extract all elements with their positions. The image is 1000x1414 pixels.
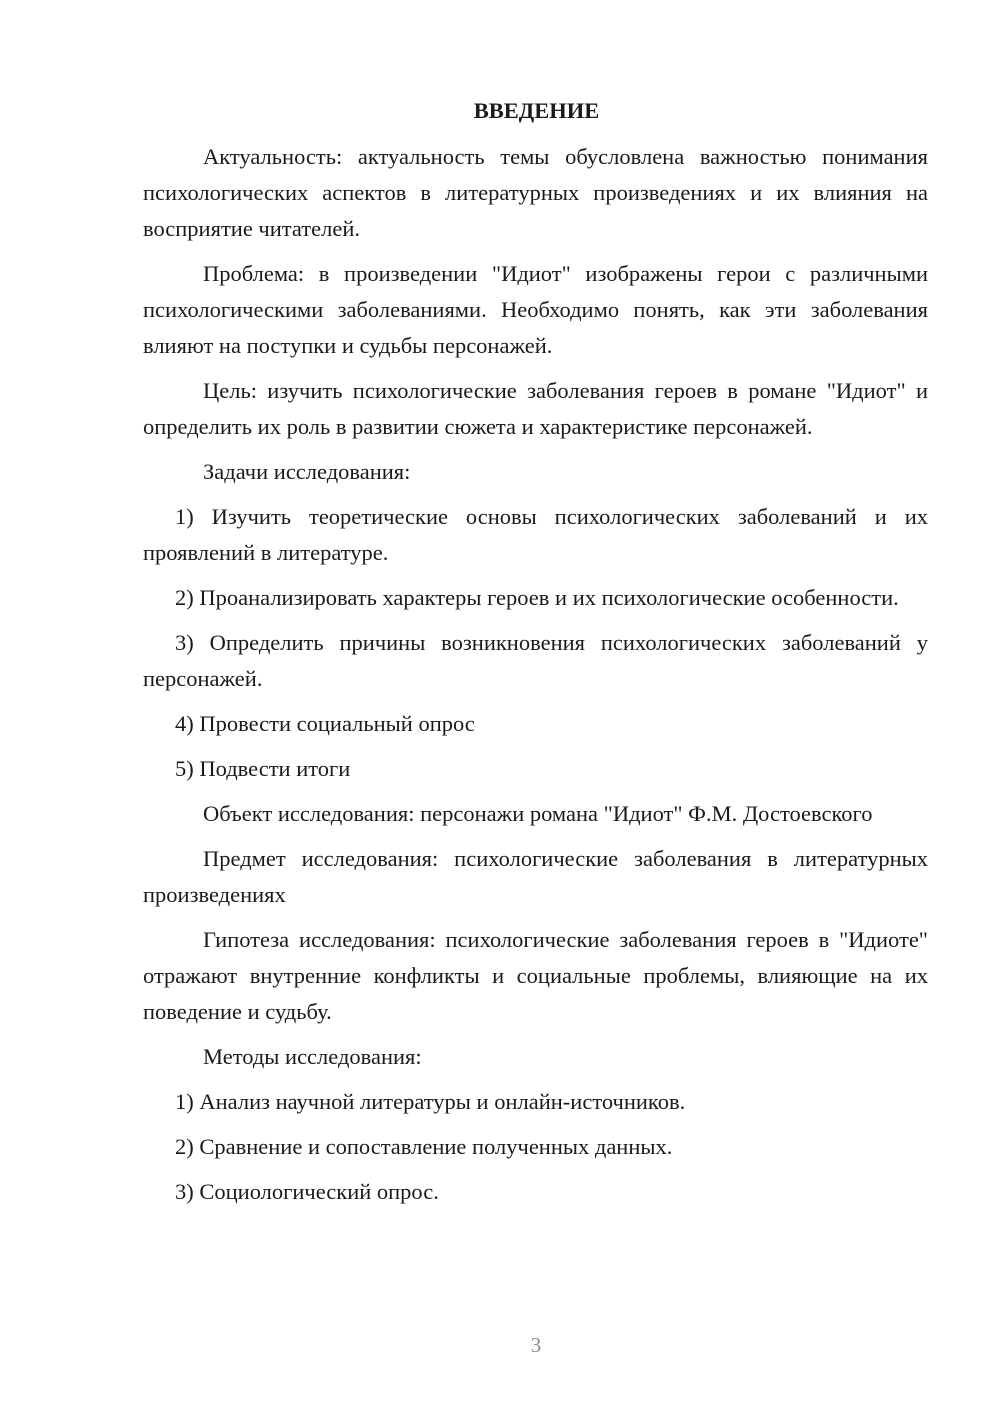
- section-heading: ВВЕДЕНИЕ: [473, 98, 600, 123]
- task-item: 5) Подвести итоги: [175, 756, 351, 781]
- method-item: 2) Сравнение и сопоставление полученных данных.: [175, 1134, 673, 1159]
- page-number: 3: [530, 1333, 542, 1357]
- methods-title: Методы исследования:: [203, 1044, 422, 1069]
- task-item: 2) Проанализировать характеры героев и их психологические особенности.: [175, 585, 899, 610]
- goal-paragraph: Цель: изучить психологические заболевания героев в романе "Идиот" и определить их роль в развитии сюжета и характеристике персонажей.: [143, 378, 928, 439]
- methods-list: [143, 1084, 928, 1210]
- method-item: 3) Социологический опрос.: [175, 1179, 439, 1204]
- hypothesis-paragraph: Гипотеза исследования: психологические заболевания героев в "Идиоте" отражают внутренние конфликты и социальные проблемы, влияющие на их поведение и судьбу.: [143, 927, 928, 1024]
- task-item: 1) Изучить теоретические основы психологических заболеваний и их проявлений в литературе.: [143, 504, 928, 565]
- task-item: 3) Определить причины возникновения психологических заболеваний у персонажей.: [143, 630, 928, 691]
- tasks-title: Задачи исследования:: [203, 459, 411, 484]
- method-item: 1) Анализ научной литературы и онлайн-источников.: [175, 1089, 686, 1114]
- tasks-list: [143, 499, 928, 787]
- object-paragraph: Объект исследования: персонажи романа "Идиот" Ф.М. Достоевского: [203, 801, 873, 826]
- subject-paragraph: Предмет исследования: психологические заболевания в литературных произведениях: [143, 846, 928, 907]
- document-page: [143, 93, 928, 1219]
- problem-paragraph: Проблема: в произведении "Идиот" изображены герои с различными психологическими заболеваниями. Необходимо понять, как эти заболевания влияют на поступки и судьбы персонажей.: [143, 261, 928, 358]
- relevance-paragraph: Актуальность: актуальность темы обусловлена важностью понимания психологических аспектов в литературных произведениях и их влияния на восприятие читателей.: [143, 144, 928, 241]
- task-item: 4) Провести социальный опрос: [175, 711, 475, 736]
